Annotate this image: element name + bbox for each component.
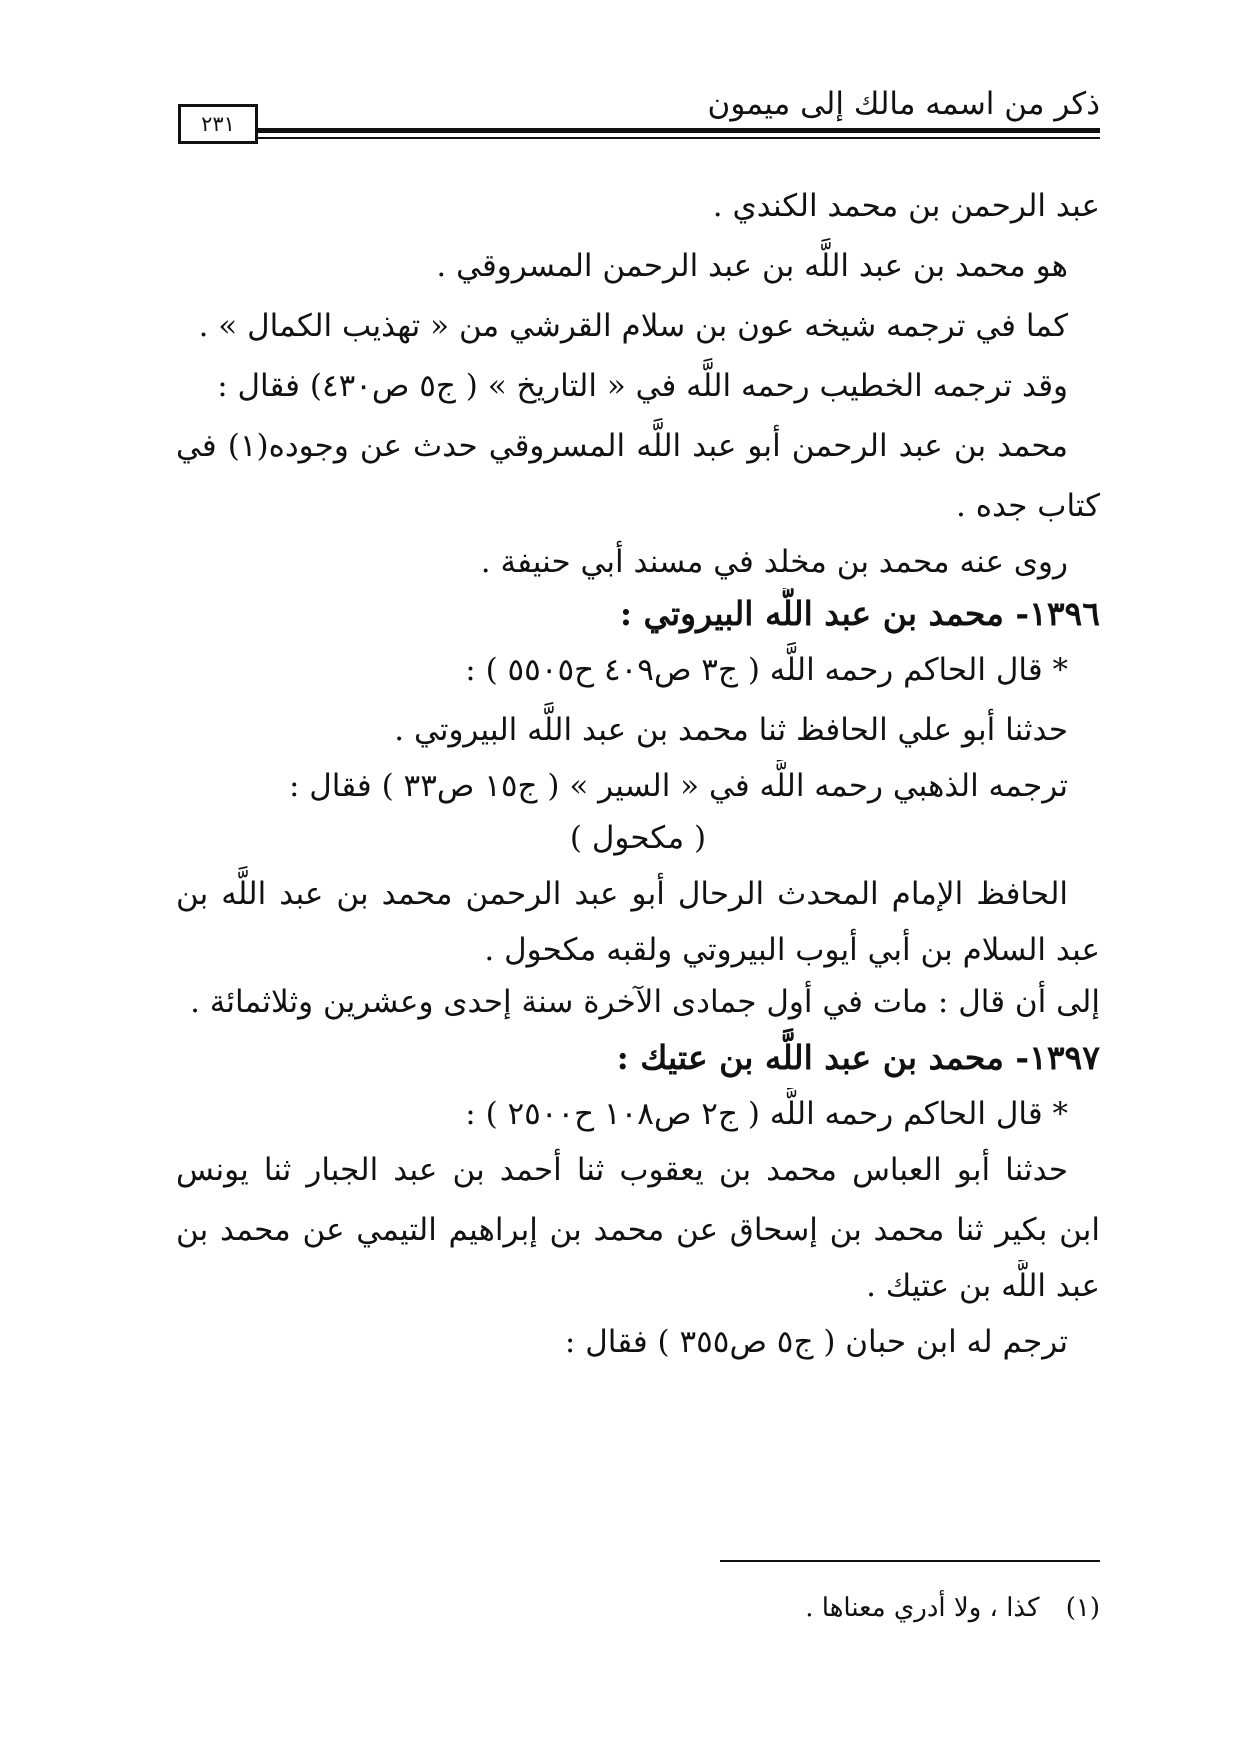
text-line: روى عنه محمد بن مخلد في مسند أبي حنيفة . [480,544,1068,580]
text-line: هو محمد بن عبد اللَّه بن عبد الرحمن المسروقي . [436,248,1068,284]
text-line: وقد ترجمه الخطيب رحمه اللَّه في « التاريخ » ( ج٥ ص٤٣٠) فقال : [217,368,1068,404]
text-line: ابن بكير ثنا محمد بن إسحاق عن محمد بن إبراهيم التيمي عن محمد بن [176,1212,1100,1248]
footnote-rule [720,1560,1100,1562]
footnote [805,1590,1100,1626]
text-line: ترجمه الذهبي رحمه اللَّه في « السير » ( ج١٥ ص٣٣ ) فقال : [288,768,1068,804]
header-rule-thick [258,128,1100,133]
text-line: عبد الرحمن بن محمد الكندي . [712,188,1100,224]
running-header-title: ذكر من اسمه مالك إلى ميمون [707,86,1100,122]
footnote-number: (١) [1065,1593,1100,1623]
text-line: * قال الحاكم رحمه اللَّه ( ج٢ ص١٠٨ ح٢٥٠٠ ) : [465,1096,1068,1132]
entry-heading: ١٣٩٧- محمد بن عبد اللَّه بن عتيك : [616,1038,1100,1077]
text-line: حدثنا أبو علي الحافظ ثنا محمد بن عبد اللَّه البيروتي . [394,712,1068,748]
text-line: محمد بن عبد الرحمن أبو عبد اللَّه المسروقي حدث عن وجوده(١) في [176,428,1069,464]
footnote-text: كذا ، ولا أدري معناها . [805,1593,1040,1623]
text-line: كتاب جده . [956,488,1100,524]
text-line: الحافظ الإمام المحدث الرحال أبو عبد الرحمن محمد بن عبد اللَّه بن [176,876,1068,912]
text-line: عبد السلام بن أبي أيوب البيروتي ولقبه مكحول . [484,932,1100,968]
text-line: ( مكحول ) [569,820,707,856]
main-text [176,176,1100,1372]
text-line: عبد اللَّه بن عتيك . [866,1268,1100,1304]
text-line: ترجم له ابن حبان ( ج٥ ص٣٥٥ ) فقال : [564,1324,1068,1360]
text-line: إلى أن قال : مات في أول جمادى الآخرة سنة إحدى وعشرين وثلاثمائة . [190,984,1100,1020]
text-line: كما في ترجمه شيخه عون بن سلام القرشي من « تهذيب الكمال » . [198,308,1068,344]
text-line: حدثنا أبو العباس محمد بن يعقوب ثنا أحمد بن عبد الجبار ثنا يونس [176,1152,1068,1188]
header-rule-thin [258,137,1100,139]
entry-heading: ١٣٩٦- محمد بن عبد اللَّه البيروتي : [619,594,1100,633]
text-line: * قال الحاكم رحمه اللَّه ( ج٣ ص٤٠٩ ح٥٥٠٥ ) : [465,652,1068,688]
page-number: ٢٣١ [178,104,258,144]
